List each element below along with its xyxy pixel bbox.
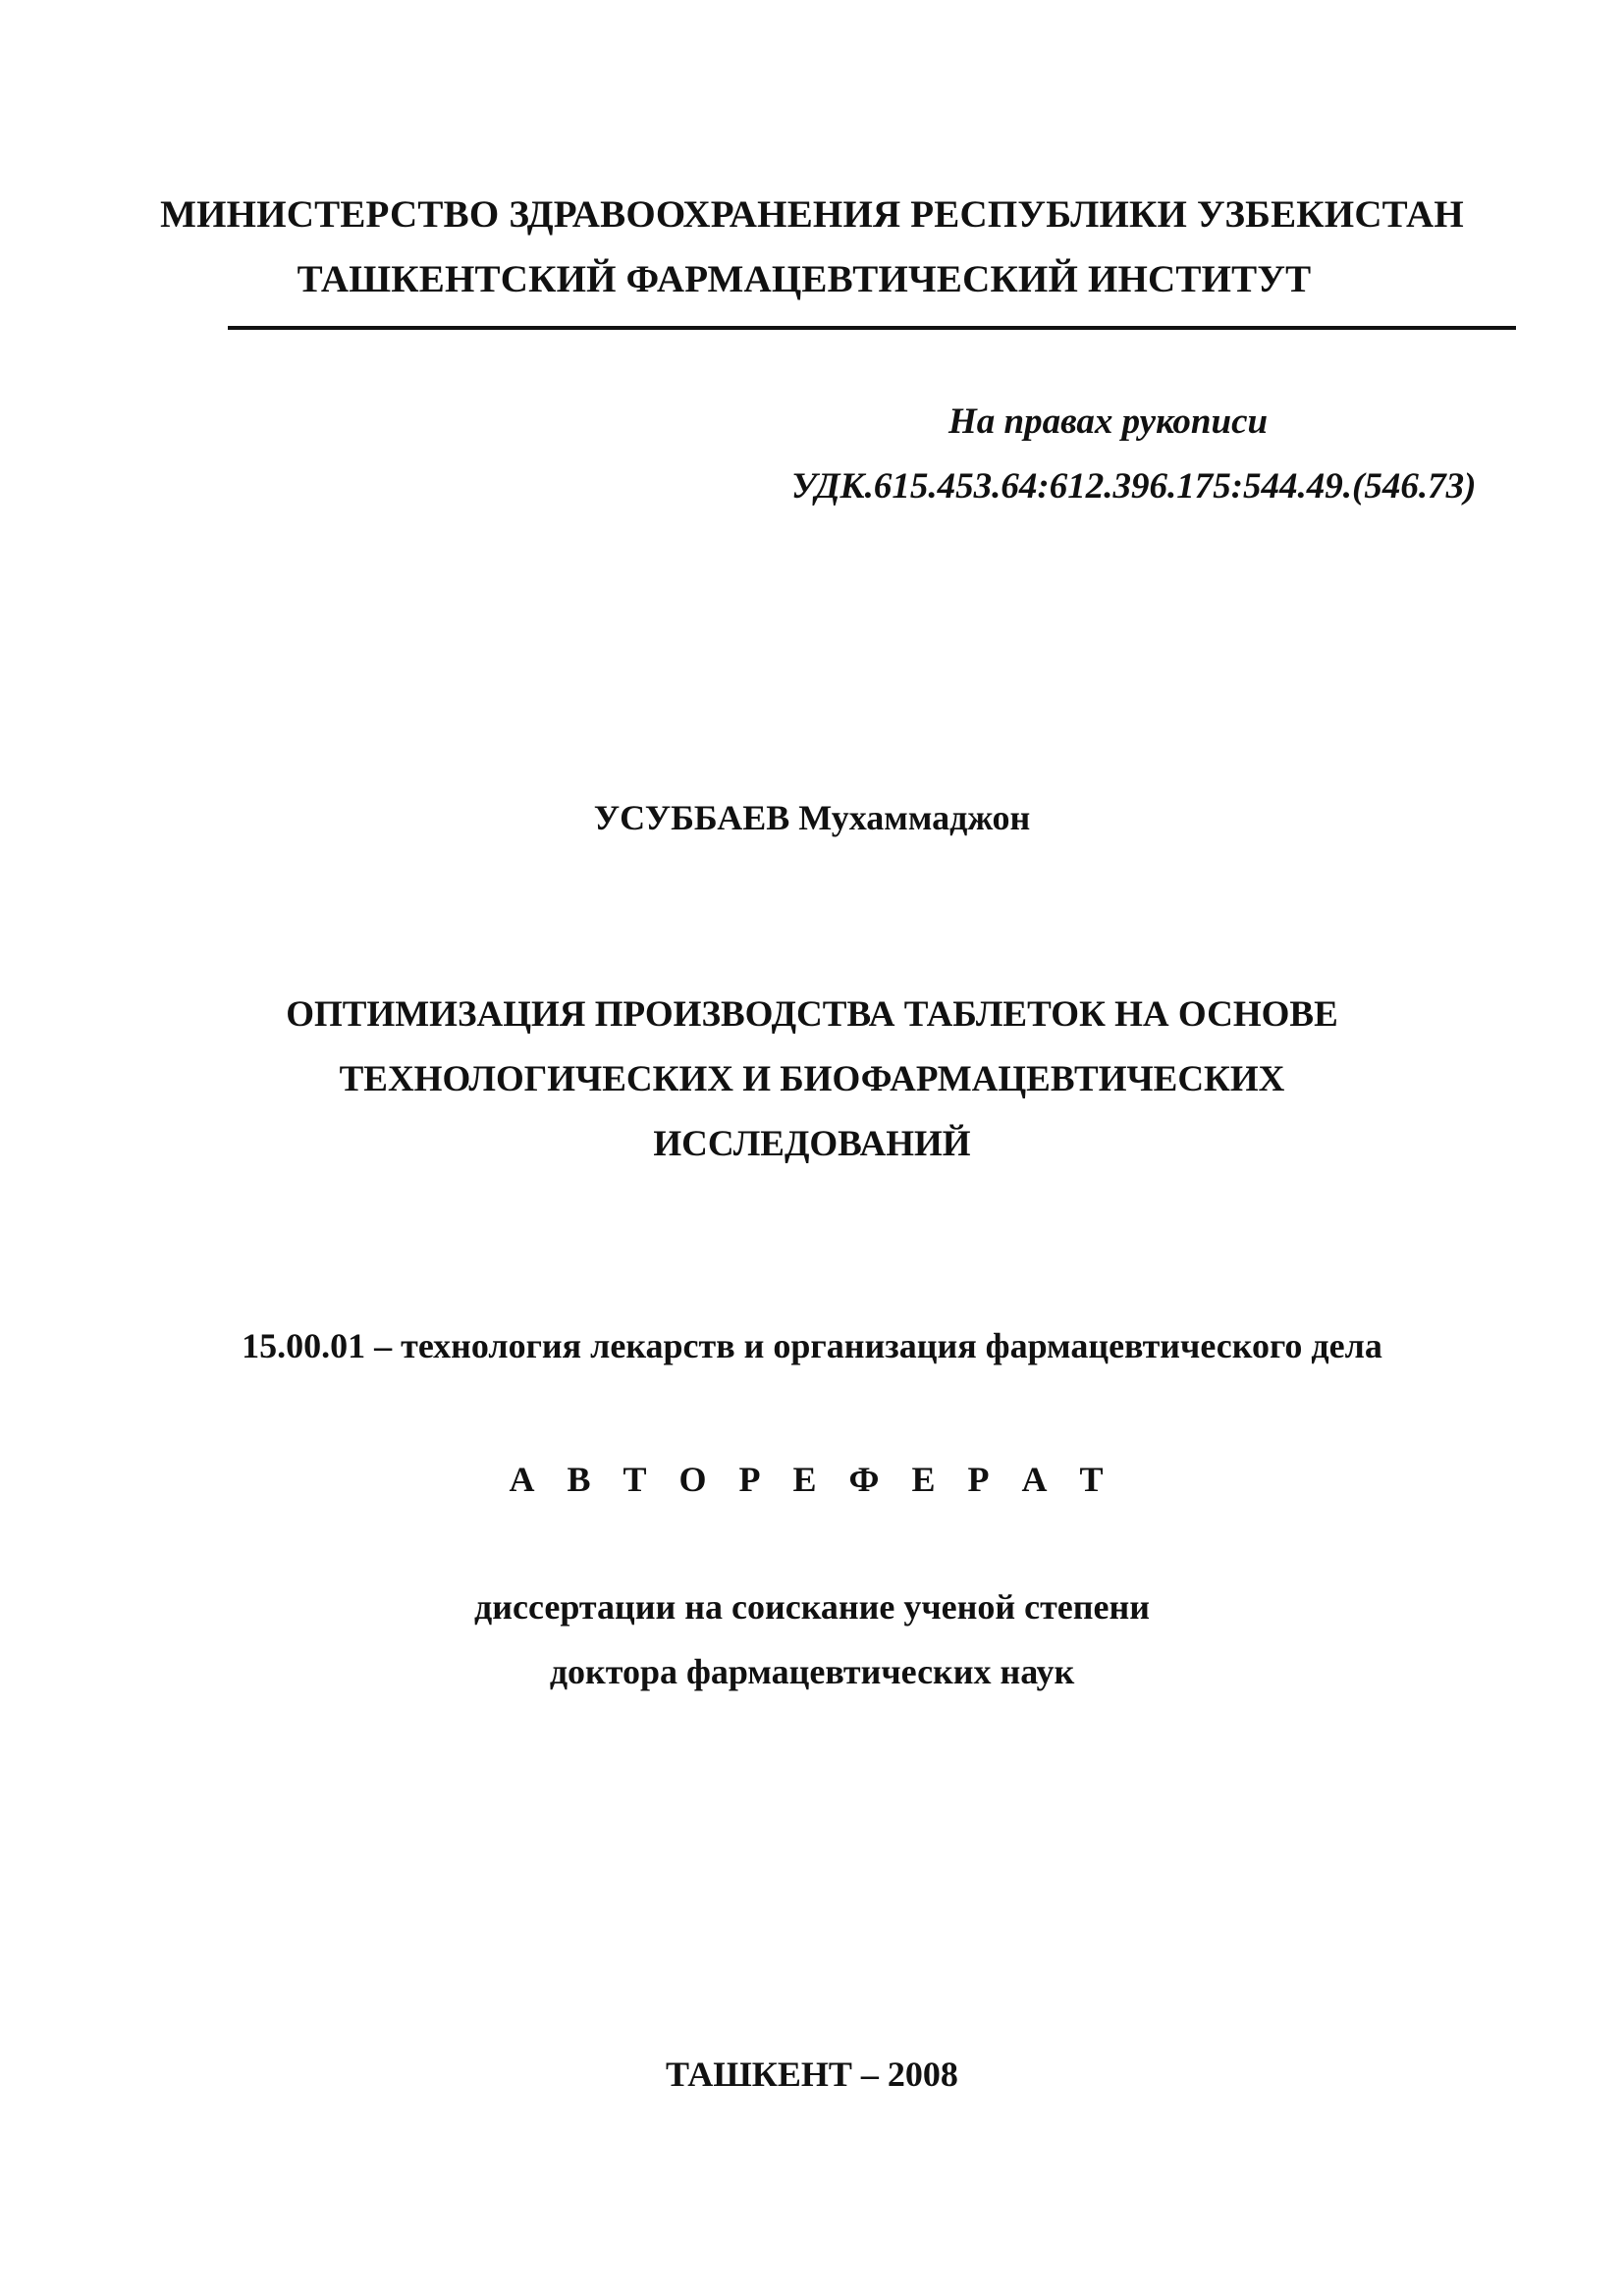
city-year: ТАШКЕНТ – 2008 (666, 2055, 958, 2094)
degree-line-2: доктора фармацевтических наук (549, 1652, 1075, 1691)
header-divider (228, 326, 1516, 330)
document-type: А В Т О Р Е Ф Е Р А Т (509, 1460, 1115, 1499)
degree-line-1: диссертации на соискание ученой степени (474, 1587, 1150, 1627)
dissertation-title-line-2: ТЕХНОЛОГИЧЕСКИХ И БИОФАРМАЦЕВТИЧЕСКИХ (339, 1059, 1285, 1099)
ministry-heading: МИНИСТЕРСТВО ЗДРАВООХРАНЕНИЯ РЕСПУБЛИКИ УЗБЕКИСТАН (160, 193, 1464, 236)
institute-heading: ТАШКЕНТСКИЙ ФАРМАЦЕВТИЧЕСКИЙ ИНСТИТУТ (297, 258, 1312, 300)
specialty-code: 15.00.01 – технология лекарств и организация фармацевтического дела (242, 1326, 1382, 1365)
dissertation-title-line-3: ИССЛЕДОВАНИЙ (653, 1124, 971, 1164)
udc-code: УДК.615.453.64:612.396.175:544.49.(546.73) (791, 466, 1477, 507)
dissertation-title-line-1: ОПТИМИЗАЦИЯ ПРОИЗВОДСТВА ТАБЛЕТОК НА ОСНОВЕ (286, 994, 1338, 1035)
manuscript-rights-note: На правах рукописи (948, 401, 1269, 442)
author-name: УСУББАЕВ Мухаммаджон (593, 798, 1031, 837)
